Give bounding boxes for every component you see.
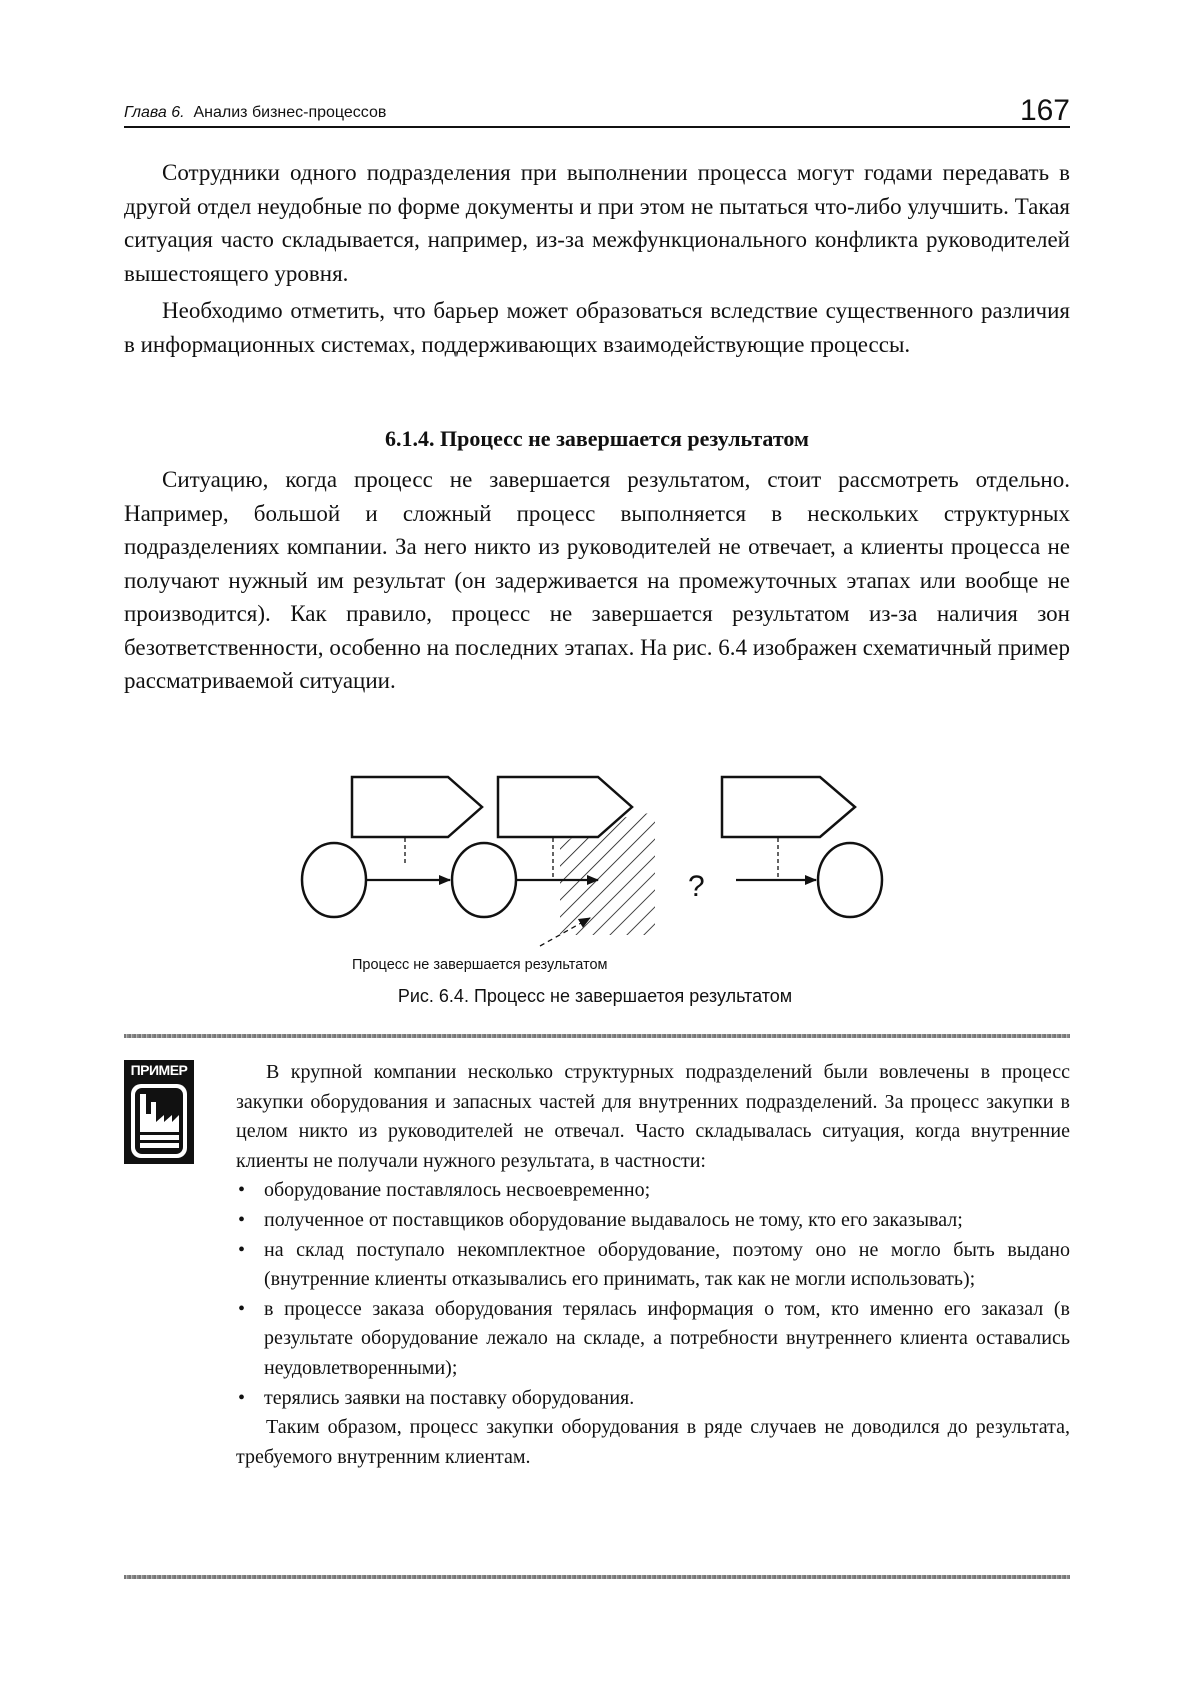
event-circle-2 (452, 843, 516, 917)
paragraph-text: Необходимо отметить, что барьер может образоваться вследствие существенного различия в информационных системах, поддерживающих взаимодействующие процессы. (124, 298, 1070, 357)
list-item-text: оборудование поставлялось несвоевременно; (264, 1179, 651, 1202)
list-item-text: на склад поступало некомплектное оборудование, поэтому оно не могло быть выдано (внутренние клиенты отказывались его принимать, так как не могли использовать); (264, 1238, 1070, 1291)
page-number: 167 (1019, 94, 1070, 127)
example-top-divider (124, 1034, 1070, 1038)
example-intro: В крупной компании несколько структурных подразделений были вовлечены в процесс закупки оборудования и запасных частей для внутренних подразделений. За процесс закупки в целом никто из руководителей не отвечал. Часто складывалась ситуация, когда внутренние клиенты не получали нужного результата, в частности: (236, 1061, 1070, 1172)
process-step-3-shape (722, 777, 855, 837)
example-badge (124, 1060, 194, 1164)
list-item (236, 1176, 1070, 1206)
list-item (236, 1384, 1070, 1414)
chapter-title (124, 104, 386, 122)
body-paragraph-2 (124, 294, 1070, 361)
bullet-icon: • (238, 1179, 246, 1202)
paragraph-text: Ситуацию, когда процесс не завершается результатом, стоит рассмотреть отдельно. Например, большой и сложный процесс выполняется в нескольких структурных подразделениях компании. За него никто из руководителей не отвечает, а клиенты процесса не получают нужный им результат (он задерживается на промежуточных этапах или вообще не производится). Как правило, процесс не завершается результатом из-за наличия зон безответственности, особенно на последних этапах. На рис. 6.4 изображен схематичный пример рассматриваемой ситуации. (124, 467, 1070, 693)
bullet-icon: • (238, 1386, 246, 1409)
event-circle-1 (302, 843, 366, 917)
list-item-text: в процессе заказа оборудования терялась информация о том, кто именно его заказал (в результате оборудование лежало на складе, а потребности внутреннего клиента оставались неудовлетворенными); (264, 1297, 1070, 1379)
example-conclusion: Таким образом, процесс закупки оборудования в ряде случаев не доводился до результата, требуемого внутренним клиентам. (236, 1416, 1070, 1468)
factory-icon (129, 1082, 189, 1160)
event-circle-3 (818, 843, 882, 917)
list-item-text: полученное от поставщиков оборудование выдавалось не тому, кто его заказывал; (264, 1208, 963, 1231)
section-paragraph (124, 463, 1070, 698)
list-item (236, 1236, 1070, 1295)
chapter-label: Глава 6. (124, 104, 185, 121)
example-bottom-divider (124, 1575, 1070, 1579)
process-step-1-shape (352, 777, 482, 837)
bullet-icon: • (238, 1238, 246, 1261)
paragraph-text: Сотрудники одного подразделения при выполнении процесса могут годами передавать в другой отдел неудобные по форме документы и при этом не пытаться что-либо улучшить. Такая ситуация часто складывается, например, из-за межфункционального конфликта руководителей вышестоящего уровня. (124, 160, 1070, 286)
question-mark: ? (688, 870, 705, 903)
example-badge-label: ПРИМЕР (130, 1062, 188, 1078)
list-item (236, 1206, 1070, 1236)
bullet-icon: • (238, 1297, 246, 1320)
figure-caption: Рис. 6.4. Процесс не завершаетоя результатом (397, 986, 793, 1006)
running-head (124, 92, 1070, 128)
chapter-name: Анализ бизнес-процессов (193, 104, 387, 121)
example-list (236, 1176, 1070, 1413)
example-text (236, 1058, 1070, 1472)
bullet-icon: • (238, 1208, 246, 1231)
body-paragraph-1 (124, 156, 1070, 290)
list-item-text: терялись заявки на поставку оборудования. (264, 1386, 635, 1409)
process-diagram (0, 760, 1190, 960)
list-item (236, 1295, 1070, 1384)
section-title: 6.1.4. Процесс не завершается результатом (385, 426, 809, 451)
figure-annotation: Процесс не завершается результатом (352, 957, 608, 973)
